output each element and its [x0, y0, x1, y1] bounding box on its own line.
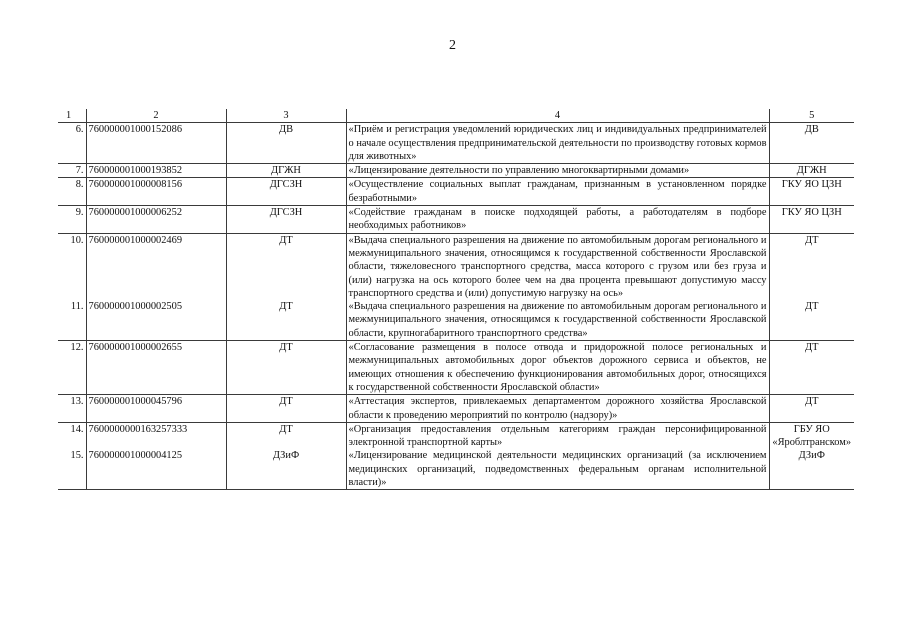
row-number: 6. [58, 123, 86, 164]
executor: ДТ [769, 341, 854, 395]
table-row [58, 178, 854, 206]
row-number: 7. [58, 164, 86, 178]
row-number: 14. [58, 422, 86, 449]
executor: ДТ [769, 300, 854, 340]
service-description: «Лицензирование медицинской деятельности медицинских организаций (за исключением медицинских организаций, подведомственных федеральным органам исполнительной власти)» [346, 449, 769, 489]
table-row [58, 164, 854, 178]
service-code: 760000001000004125 [86, 449, 226, 489]
department: ДВ [226, 123, 346, 164]
department: ДТ [226, 300, 346, 340]
executor: ГБУ ЯО «Яроблтранском» [769, 422, 854, 449]
row-number: 12. [58, 341, 86, 395]
table-row [58, 422, 854, 449]
table-row [58, 206, 854, 234]
row-number: 13. [58, 395, 86, 423]
table-row [58, 300, 854, 340]
column-header-4: 4 [346, 109, 769, 123]
services-table [58, 109, 854, 490]
column-header-1: 1 [58, 109, 86, 123]
executor: ГКУ ЯО ЦЗН [769, 178, 854, 206]
service-code: 760000001000193852 [86, 164, 226, 178]
table-row [58, 233, 854, 300]
department: ДТ [226, 422, 346, 449]
row-number: 15. [58, 449, 86, 489]
executor: ГКУ ЯО ЦЗН [769, 206, 854, 234]
department: ДЗиФ [226, 449, 346, 489]
service-code: 760000001000002469 [86, 233, 226, 300]
service-code: 760000001000006252 [86, 206, 226, 234]
department: ДГЖН [226, 164, 346, 178]
service-code: 7600000000163257333 [86, 422, 226, 449]
executor: ДТ [769, 233, 854, 300]
executor: ДВ [769, 123, 854, 164]
service-description: «Приём и регистрация уведомлений юридических лиц и индивидуальных предпринимателей о начале осуществления предпринимательской деятельности по производству готовых кормов для животных» [346, 123, 769, 164]
table-header-row [58, 109, 854, 123]
service-code: 760000001000152086 [86, 123, 226, 164]
executor: ДТ [769, 395, 854, 423]
department: ДТ [226, 341, 346, 395]
table-row [58, 395, 854, 423]
page-number: 2 [449, 38, 456, 53]
service-description: «Выдача специального разрешения на движение по автомобильным дорогам регионального и межмуниципального значения, относящимся к государственной собственности Ярославской области, крупногабаритного транспортного средства» [346, 300, 769, 340]
service-code: 760000001000002505 [86, 300, 226, 340]
service-code: 760000001000045796 [86, 395, 226, 423]
service-code: 760000001000002655 [86, 341, 226, 395]
table-row [58, 341, 854, 395]
row-number: 8. [58, 178, 86, 206]
table-row [58, 123, 854, 164]
column-header-5: 5 [769, 109, 854, 123]
column-header-3: 3 [226, 109, 346, 123]
row-number: 10. [58, 233, 86, 300]
service-code: 760000001000008156 [86, 178, 226, 206]
executor: ДЗиФ [769, 449, 854, 489]
row-number: 9. [58, 206, 86, 234]
table-row [58, 449, 854, 489]
column-header-2: 2 [86, 109, 226, 123]
service-description: «Содействие гражданам в поиске подходящей работы, а работодателям в подборе необходимых работников» [346, 206, 769, 234]
department: ДТ [226, 233, 346, 300]
department: ДТ [226, 395, 346, 423]
department: ДГСЗН [226, 206, 346, 234]
department: ДГСЗН [226, 178, 346, 206]
service-description: «Выдача специального разрешения на движение по автомобильным дорогам регионального и межмуниципального значения, относящимся к государственной собственности Ярославской области, тяжеловесного транспортного средства, масса которого с грузом или без груза и (или) нагрузка на ось которого более чем на два процента превышают допустимую массу транспортного средства и (или) допустимую нагрузку на ось» [346, 233, 769, 300]
service-description: «Осуществление социальных выплат гражданам, признанным в установленном порядке безработными» [346, 178, 769, 206]
service-description: «Аттестация экспертов, привлекаемых департаментом дорожного хозяйства Ярославской области к проведению мероприятий по контролю (надзору)» [346, 395, 769, 423]
service-description: «Организация предоставления отдельным категориям граждан персонифицированной электронной транспортной карты» [346, 422, 769, 449]
row-number: 11. [70, 301, 84, 313]
service-description: «Согласование размещения в полосе отвода и придорожной полосе региональных и межмуниципальных автомобильных дорог объектов дорожного сервиса и объектов, не имеющих отношения к обеспечению функционирования автомобильных дорог, относящихся к государственной собственности Ярославской области» [346, 341, 769, 395]
executor: ДГЖН [769, 164, 854, 178]
service-description: «Лицензирование деятельности по управлению многоквартирными домами» [346, 164, 769, 178]
